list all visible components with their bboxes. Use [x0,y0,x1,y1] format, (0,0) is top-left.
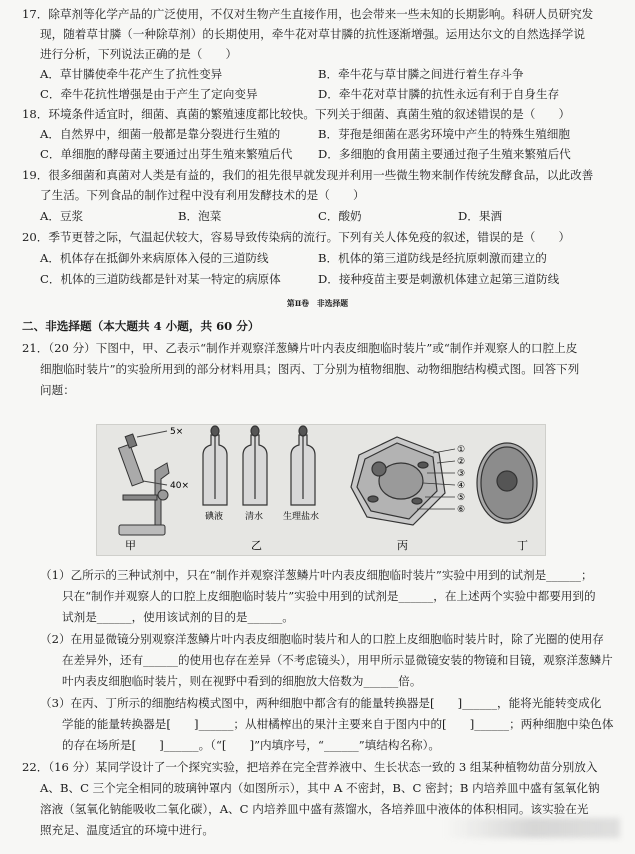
q17-option-d: D．牵牛花对草甘膦的抗性永远有利于自身生存 [318,87,560,101]
num-1: ① [457,445,466,455]
q20-option-d: D．接种疫苗主要是刺激机体建立起第三道防线 [318,272,560,286]
q19-stem-line2: 了生活。下列食品的制作过程中没有利用发酵技术的是（ ） [40,188,365,202]
bottle-label-iodine: 碘液 [205,512,224,522]
label-ding: 丁 [517,539,528,552]
q21-stem-line1: 21．（20 分）下图中，甲、乙表示“制作并观察洋葱鳞片叶内表皮细胞临时装片”或“制作并观察人的口腔上皮 [22,341,578,355]
q20-option-b: B．机体的第三道防线是经抗原刺激而建立的 [318,251,547,265]
q21-part2-line2: 在差异外，还有______的使用也存在差异（不考虑镜头），用甲所示显微镜安装的物镜和目镜，观察洋葱鳞片 [62,653,613,667]
reagent-bottle-icon [203,426,227,505]
q22-stem-line2: A、B、C 三个完全相同的玻璃钟罩内（如图所示），其中 A 不密封，B、C 密封；B 内培养皿中盛有氢氧化钠 [40,781,600,795]
q21-part3-line3: 的存在场所是[ ]______。（“[ ]”内填序号，“______”填结构名称）。 [62,738,441,752]
q22-stem-line3: 溶液（氢氧化钠能吸收二氧化碳），A、C 内培养皿中盛有蒸馏水，各培养皿中液体的体积相同。该实验在光 [40,802,589,816]
q18-option-c: C．单细胞的酵母菌主要通过出芽生殖来繁殖后代 [40,147,293,161]
q21-part3-line2: 学能的能量转换器是[ ]______；从柑橘榨出的果汁主要来自于图内中的[ ]______；两种细胞中染色体 [62,717,614,731]
num-3: ③ [457,469,466,479]
q19-option-c: C．酸奶 [318,209,362,223]
q21-figure [96,424,546,556]
animal-cell-icon [477,443,537,523]
q19-option-b: B．泡菜 [178,209,222,223]
q21-part2-line3: 叶内表皮细胞临时装片，则在视野中看到的细胞放大倍数为______倍。 [62,674,422,688]
num-4: ④ [457,481,466,491]
lens-40x-label: 40× [170,481,189,491]
q21-part1-line3: 试剂是______，使用该试剂的目的是______。 [62,610,294,624]
plant-cell-icon [351,437,445,525]
section-title: 第Ⅱ卷 非选择题 [286,299,349,308]
q21-stem-line2: 细胞临时装片”的实验所用到的部分材料用具；图丙、丁分别为植物细胞、动物细胞结构模式图。回答下列 [40,362,580,376]
q20-option-c: C．机体的三道防线都是针对某一特定的病原体 [40,272,281,286]
watermark-blur [445,818,620,838]
q21-part1-line1: （1）乙所示的三种试剂中，只在“制作并观察洋葱鳞片叶内表皮细胞临时装片”实验中用到的试剂是______； [40,568,593,582]
num-5: ⑤ [457,493,466,503]
q18-stem: 18．环境条件适宜时，细菌、真菌的繁殖速度都比较快。下列关于细菌、真菌生殖的叙述错误的是（ ） [22,107,571,121]
bottle-label-saline: 生理盐水 [283,512,320,522]
q17-stem-line2: 现，随着草甘膦（一种除草剂）的长期使用，牵牛花对草甘膦的抗性逐渐增强。运用达尔文的自然选择学说 [40,27,585,41]
label-bing: 丙 [397,539,408,552]
bottle-label-water: 清水 [245,512,264,522]
q17-option-c: C．牵牛花抗性增强是由于产生了定向变异 [40,87,258,101]
q18-option-b: B．芽孢是细菌在恶劣环境中产生的特殊生殖细胞 [318,127,570,141]
label-jia: 甲 [125,539,136,552]
num-6: ⑥ [457,505,466,515]
q18-option-a: A．自然界中，细菌一般都是靠分裂进行生殖的 [40,127,281,141]
q17-stem-line1: 17．除草剂等化学产品的广泛使用，不仅对生物产生直接作用，也会带来一些未知的长期影响。科研人员研究发 [22,7,594,21]
q19-option-d: D．果酒 [458,209,503,223]
reagent-bottle-icon [291,426,315,505]
q22-stem-line1: 22．（16 分）某同学设计了一个探究实验，把培养在完全营养液中、生长状态一致的 3 组某种植物幼苗分别放入 [22,760,598,774]
q20-stem: 20．季节更替之际，气温起伏较大，容易导致传染病的流行。下列有关人体免疫的叙述，错误的是（ ） [22,230,571,244]
q17-stem-line3: 进行分析，下列说法正确的是（ ） [40,47,238,61]
lens-5x-label: 5× [170,427,184,437]
q18-option-d: D．多细胞的食用菌主要通过孢子生殖来繁殖后代 [318,147,571,161]
q21-figure-drawing [97,425,545,555]
q19-option-a: A．豆浆 [40,209,84,223]
q19-stem-line1: 19．很多细菌和真菌对人类是有益的，我们的祖先很早就发现并利用一些微生物来制作传统发酵食品，以此改善 [22,168,594,182]
q21-part3-line1: （3）在丙、丁所示的细胞结构模式图中，两种细胞中都含有的能量转换器是[ ]______，能将光能转变成化 [40,696,602,710]
q20-option-a: A．机体存在抵御外来病原体入侵的三道防线 [40,251,269,265]
section-header: 二、非选择题（本大题共 4 小题，共 60 分） [22,319,260,333]
num-2: ② [457,457,466,467]
q17-option-a: A．草甘膦使牵牛花产生了抗性变异 [40,67,223,81]
q21-stem-line3: 问题： [40,383,75,397]
q17-option-b: B．牵牛花与草甘膦之间进行着生存斗争 [318,67,524,81]
microscope-icon [119,431,169,535]
label-yi: 乙 [251,539,262,552]
q22-stem-line4: 照充足、温度适宜的环境中进行。 [40,823,214,837]
reagent-bottle-icon [243,426,267,505]
q21-part2-line1: （2）在用显微镜分别观察洋葱鳞片叶内表皮细胞临时装片和人的口腔上皮细胞临时装片时，除了光圈的使用存 [40,632,604,646]
q21-part1-line2: 只在“制作并观察人的口腔上皮细胞临时装片”实验中用到的试剂是______，在上述两个实验中都要用到的 [62,589,596,603]
